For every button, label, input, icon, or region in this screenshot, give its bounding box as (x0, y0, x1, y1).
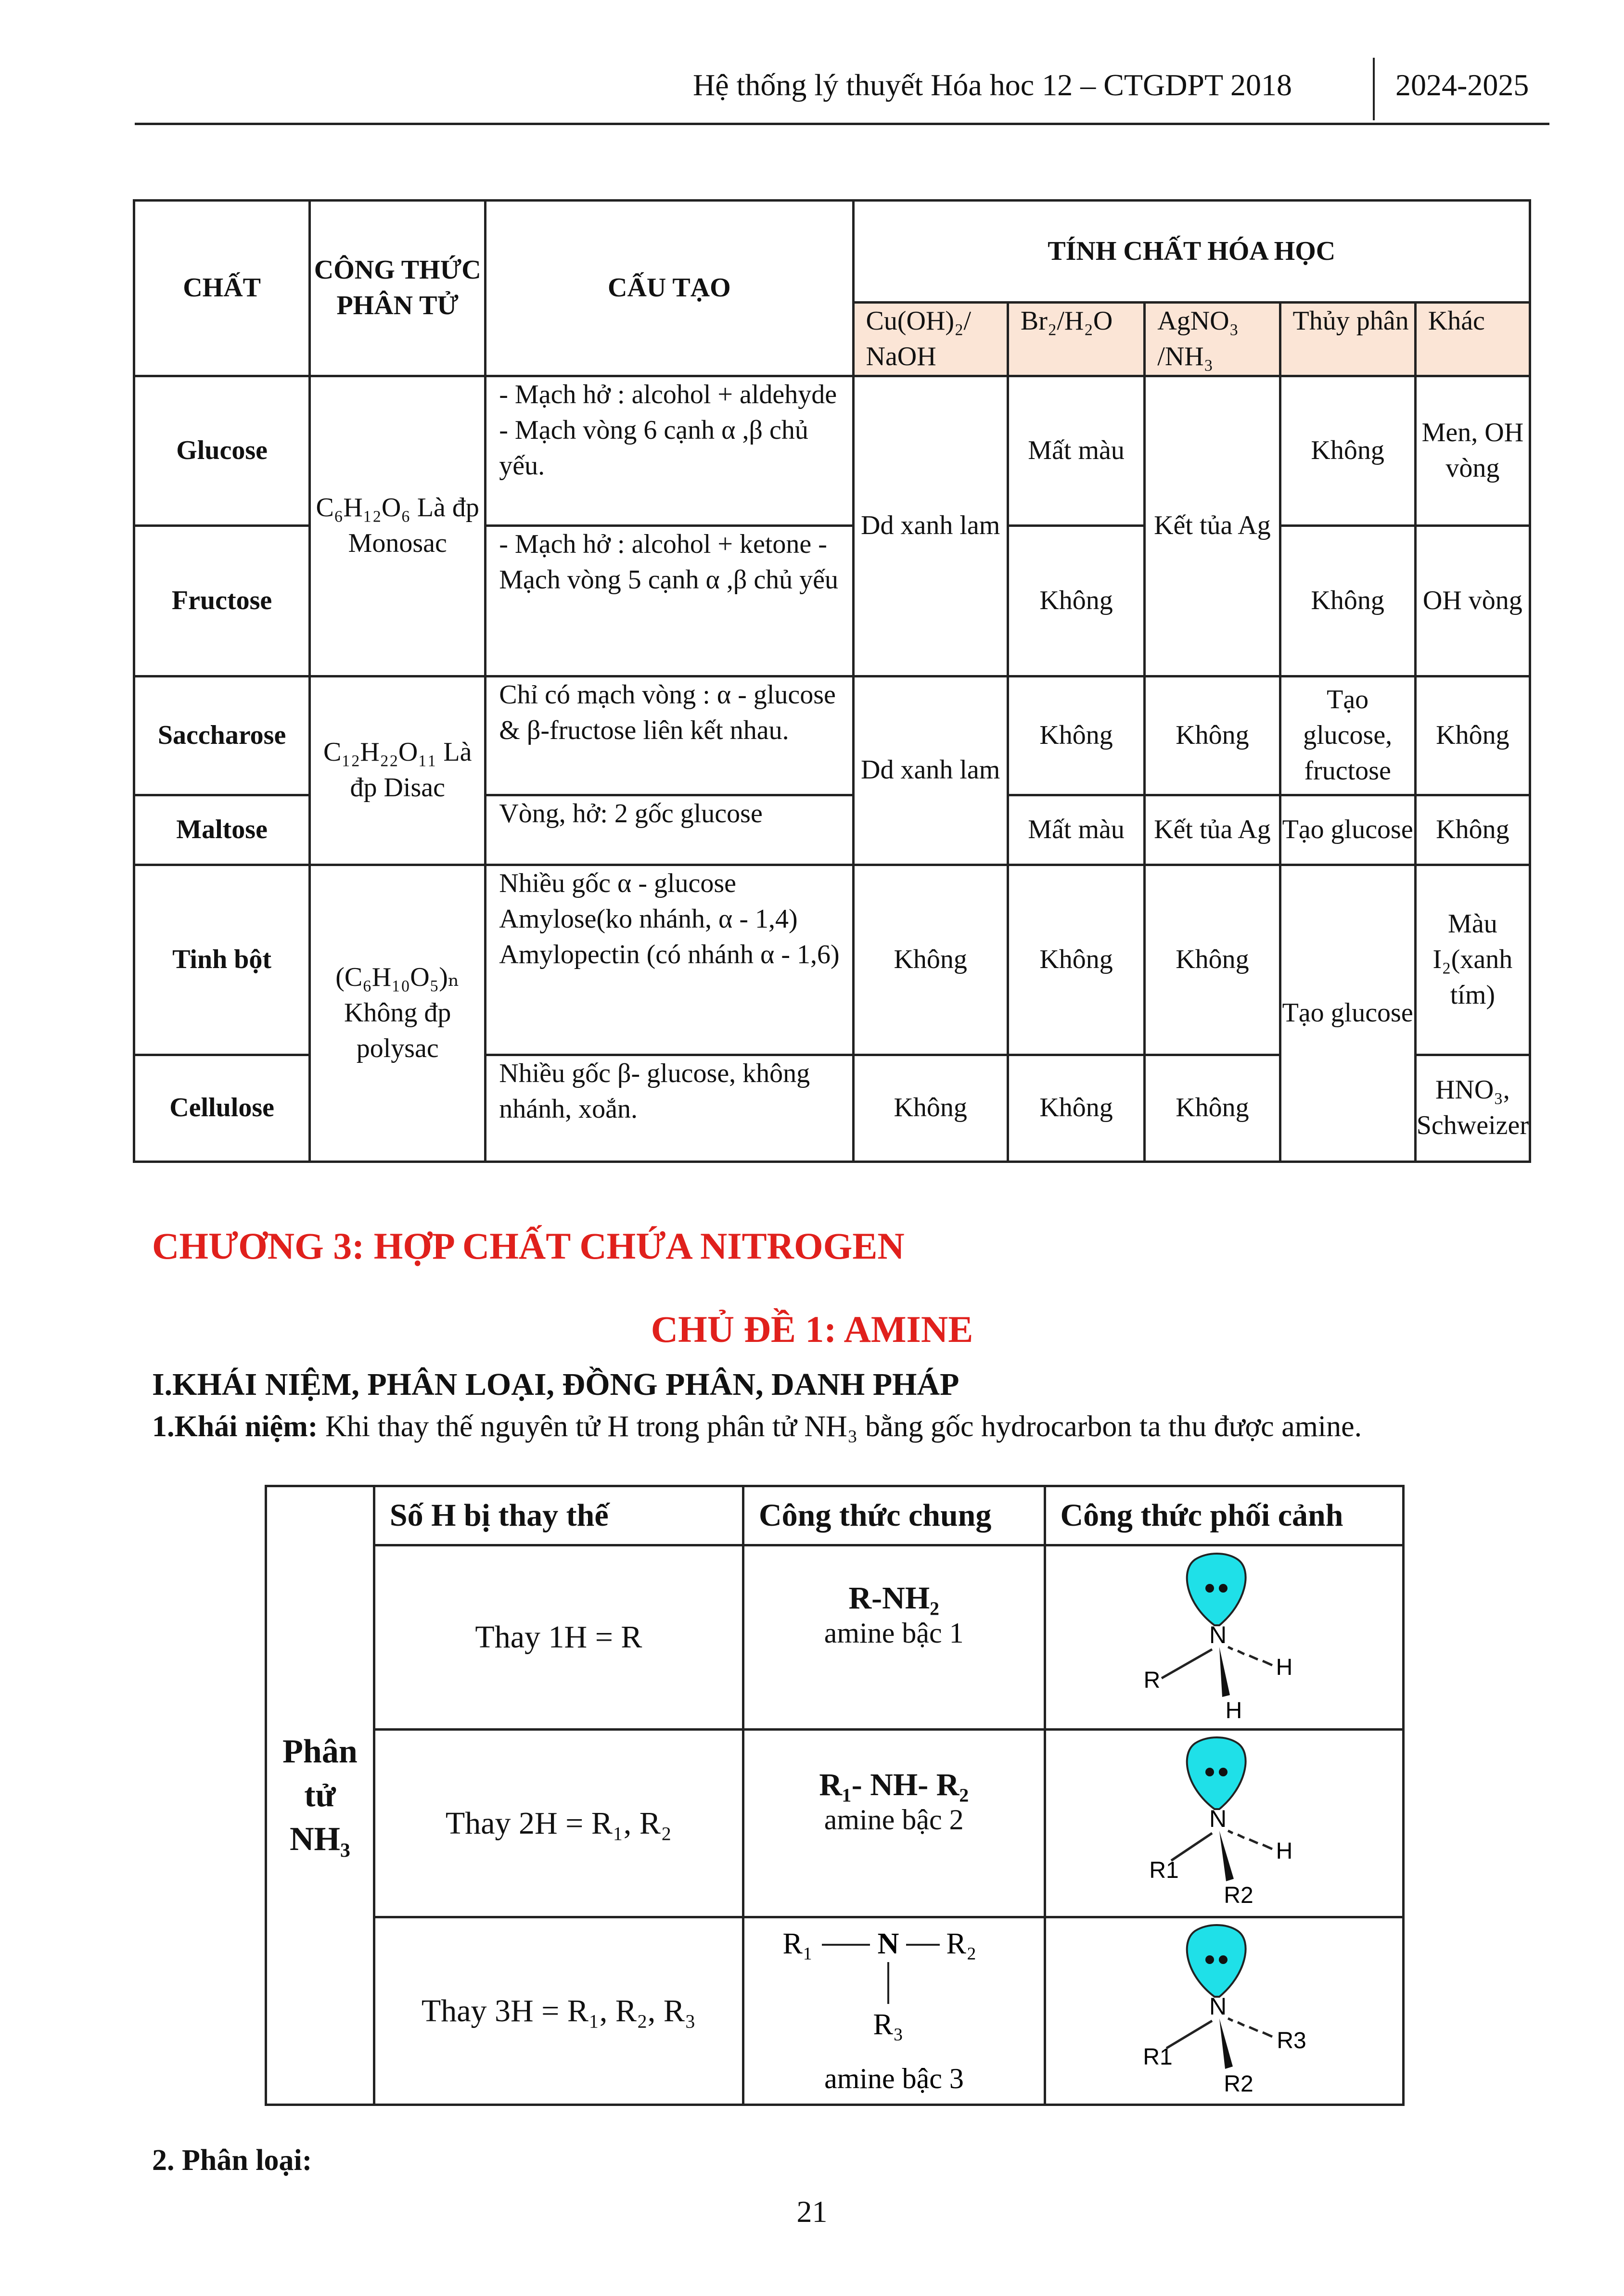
tinhbot-other: Màu I₂(xanh tím) (1415, 865, 1530, 1055)
cellulose-ag-result: Không (1145, 1055, 1280, 1161)
row2-class: amine bậc 2 (824, 1804, 964, 1836)
header-year: 2024-2025 (1395, 68, 1529, 102)
row-cellulose-name: Cellulose (134, 1055, 310, 1161)
lone-pair-lobe (1187, 1737, 1245, 1809)
wedge-bond (1219, 2018, 1233, 2069)
hash-bond (1263, 1661, 1272, 1665)
tinhbot-br-result: Không (1008, 865, 1144, 1055)
saccharose-hydrolysis: Tạo glucose, fructose (1280, 676, 1415, 795)
hash-bond (1228, 1647, 1233, 1649)
row2-perspective (1045, 1730, 1404, 1917)
row3-general (743, 1917, 1045, 2105)
hash-bond (1238, 2022, 1244, 2026)
hash-bond (1249, 1656, 1258, 1659)
subheader-cu: Cu(OH)₂/ NaOH (853, 303, 1008, 376)
row1-perspective (1045, 1545, 1404, 1730)
atom-h: H (1225, 1698, 1242, 1723)
amine-group-label: Phân tử NH₃ (266, 1486, 374, 2105)
cellulose-structure: Nhiều gốc β- glucose, không nhánh, xoắn. (486, 1055, 853, 1161)
secondary-amine-molecule (1123, 1735, 1325, 1913)
row3-class: amine bậc 3 (824, 2062, 964, 2094)
row1-class: amine bậc 1 (824, 1617, 964, 1649)
cellulose-br-result: Không (1008, 1055, 1144, 1161)
atom-h: H (1276, 1838, 1293, 1864)
header-properties: TÍNH CHẤT HÓA HỌC (853, 201, 1530, 303)
cellulose-cu-result: Không (853, 1055, 1008, 1161)
header-chat: CHẤT (134, 201, 310, 376)
hash-bond (1238, 1651, 1244, 1654)
maltose-hydrolysis: Tạo glucose (1280, 795, 1415, 865)
definition (152, 1410, 1362, 1444)
di-cu-result: Dd xanh lam (853, 676, 1008, 865)
lone-pair-electron (1205, 1768, 1214, 1776)
atom-r: R (1143, 1668, 1161, 1693)
fructose-hydrolysis: Không (1280, 525, 1415, 676)
atom-r1: R1 (1149, 1857, 1179, 1883)
atom-n: N (1209, 1621, 1227, 1648)
lone-pair-lobe (1187, 1925, 1245, 1997)
wedge-bond (1219, 1831, 1234, 1881)
formula-r3: R₃ (873, 2008, 904, 2041)
formula-r2: R₂ (946, 1927, 977, 1960)
row-maltose-name: Maltose (134, 795, 310, 865)
page-number: 21 (796, 2194, 828, 2229)
poly-formula: (C₆H₁₀O₅)ₙ Không đp polysac (310, 865, 486, 1161)
amine-col-general: Công thức chung (743, 1486, 1045, 1545)
maltose-structure: Vòng, hở: 2 gốc glucose (486, 795, 853, 865)
atom-n: N (1209, 1992, 1227, 2020)
fructose-other: OH vòng (1415, 525, 1530, 676)
poly-hydrolysis: Tạo glucose (1280, 865, 1415, 1161)
glucose-hydrolysis: Không (1280, 376, 1415, 525)
topic-title: CHỦ ĐỀ 1: AMINE (651, 1308, 973, 1350)
maltose-other: Không (1415, 795, 1530, 865)
wedge-bond (1219, 1647, 1230, 1697)
row1-substitution: Thay 1H = R (374, 1545, 743, 1730)
hash-bond (1228, 1831, 1233, 1833)
definition-label: 1.Khái niệm: (152, 1410, 318, 1443)
hash-bond (1238, 1835, 1244, 1838)
subheader-br: Br₂/H₂O (1008, 303, 1144, 376)
cellulose-other: HNO₃, Schweizer (1415, 1055, 1530, 1161)
definition-text: Khi thay thế nguyên tử H trong phân tử NH₃ bằng gốc hydrocarbon ta thu được amine. (318, 1410, 1362, 1443)
tertiary-amine-formula (769, 1920, 1019, 2103)
row3-substitution: Thay 3H = R₁, R₂, R₃ (374, 1917, 743, 2105)
amine-col-h: Số H bị thay thế (374, 1486, 743, 1545)
subheader-hydrolysis: Thủy phân (1280, 303, 1415, 376)
lone-pair-electron (1219, 1584, 1228, 1593)
atom-r2: R2 (1224, 2071, 1253, 2097)
atom-r1: R1 (1143, 2044, 1173, 2070)
tertiary-amine-molecule (1123, 1922, 1325, 2100)
lone-pair-lobe (1187, 1554, 1245, 1625)
subheader-ag: AgNO₃ /NH₃ (1145, 303, 1280, 376)
bond-r1 (1171, 1833, 1212, 1861)
hash-bond (1249, 1839, 1258, 1843)
row2-formula: R₁- NH- R₂ (819, 1767, 969, 1802)
row2-substitution: Thay 2H = R₁, R₂ (374, 1730, 743, 1917)
bond-r1 (1166, 2021, 1212, 2048)
row1-formula: R-NH₂ (848, 1581, 939, 1616)
tinhbot-ag-result: Không (1145, 865, 1280, 1055)
row-glucose-name: Glucose (134, 376, 310, 525)
tinhbot-cu-result: Không (853, 865, 1008, 1055)
row2-general (743, 1730, 1045, 1917)
saccharose-ag-result: Không (1145, 676, 1280, 795)
fructose-br-result: Không (1008, 525, 1144, 676)
header-structure: CẤU TẠO (486, 201, 853, 376)
atom-r2: R2 (1224, 1882, 1253, 1908)
hash-bond (1263, 2032, 1272, 2037)
section-title: I.KHÁI NIỆM, PHÂN LOẠI, ĐỒNG PHÂN, DANH PHÁP (152, 1367, 959, 1402)
maltose-br-result: Mất màu (1008, 795, 1144, 865)
lone-pair-electron (1219, 1768, 1228, 1776)
hash-bond (1228, 2018, 1233, 2021)
carbohydrate-table (133, 199, 1531, 1163)
atom-h: H (1276, 1655, 1293, 1680)
tinhbot-structure: Nhiều gốc α - glucose Amylose(ko nhánh, α - 1,4) Amylopectin (có nhánh α - 1,6) (486, 865, 853, 1055)
row-saccharose-name: Saccharose (134, 676, 310, 795)
row-fructose-name: Fructose (134, 525, 310, 676)
saccharose-br-result: Không (1008, 676, 1144, 795)
subsection-classification: 2. Phân loại: (152, 2144, 312, 2177)
glucose-br-result: Mất màu (1008, 376, 1144, 525)
amine-col-persp: Công thức phối cảnh (1045, 1486, 1404, 1545)
bond-r (1162, 1649, 1212, 1678)
row1-general (743, 1545, 1045, 1730)
header-formula: CÔNG THỨC PHÂN TỬ (310, 201, 486, 376)
mono-cu-result: Dd xanh lam (853, 376, 1008, 676)
hash-bond (1263, 1845, 1272, 1849)
glucose-structure: - Mạch hở : alcohol + aldehyde - Mạch vòng 6 cạnh α ,β chủ yếu. (486, 376, 853, 525)
formula-n: N (877, 1927, 899, 1960)
chapter-title: CHƯƠNG 3: HỢP CHẤT CHỨA NITROGEN (152, 1225, 905, 1267)
di-formula: C₁₂H₂₂O₁₁ Là đp Disac (310, 676, 486, 865)
glucose-other: Men, OH vòng (1415, 376, 1530, 525)
lone-pair-electron (1205, 1955, 1214, 1964)
header-divider (1373, 58, 1375, 120)
mono-ag-result: Kết tủa Ag (1145, 376, 1280, 676)
header-title: Hệ thống lý thuyết Hóa hoc 12 – CTGDPT 2018 (693, 68, 1292, 102)
page-header (135, 58, 1549, 125)
atom-r3: R3 (1277, 2028, 1306, 2054)
row-tinhbot-name: Tinh bột (134, 865, 310, 1055)
atom-n: N (1209, 1805, 1227, 1832)
lone-pair-electron (1219, 1955, 1228, 1964)
subheader-other: Khác (1415, 303, 1530, 376)
lone-pair-electron (1205, 1584, 1214, 1593)
hash-bond (1249, 2027, 1258, 2031)
amine-table (265, 1485, 1405, 2106)
saccharose-structure: Chỉ có mạch vòng : α - glucose & β-fructose liên kết nhau. (486, 676, 853, 795)
saccharose-other: Không (1415, 676, 1530, 795)
primary-amine-molecule (1123, 1551, 1325, 1724)
fructose-structure: - Mạch hở : alcohol + ketone - Mạch vòng 5 cạnh α ,β chủ yếu (486, 525, 853, 676)
mono-formula: C₆H₁₂O₆ Là đp Monosac (310, 376, 486, 676)
maltose-ag-result: Kết tủa Ag (1145, 795, 1280, 865)
formula-r1: R₁ (782, 1927, 813, 1960)
row3-perspective (1045, 1917, 1404, 2105)
